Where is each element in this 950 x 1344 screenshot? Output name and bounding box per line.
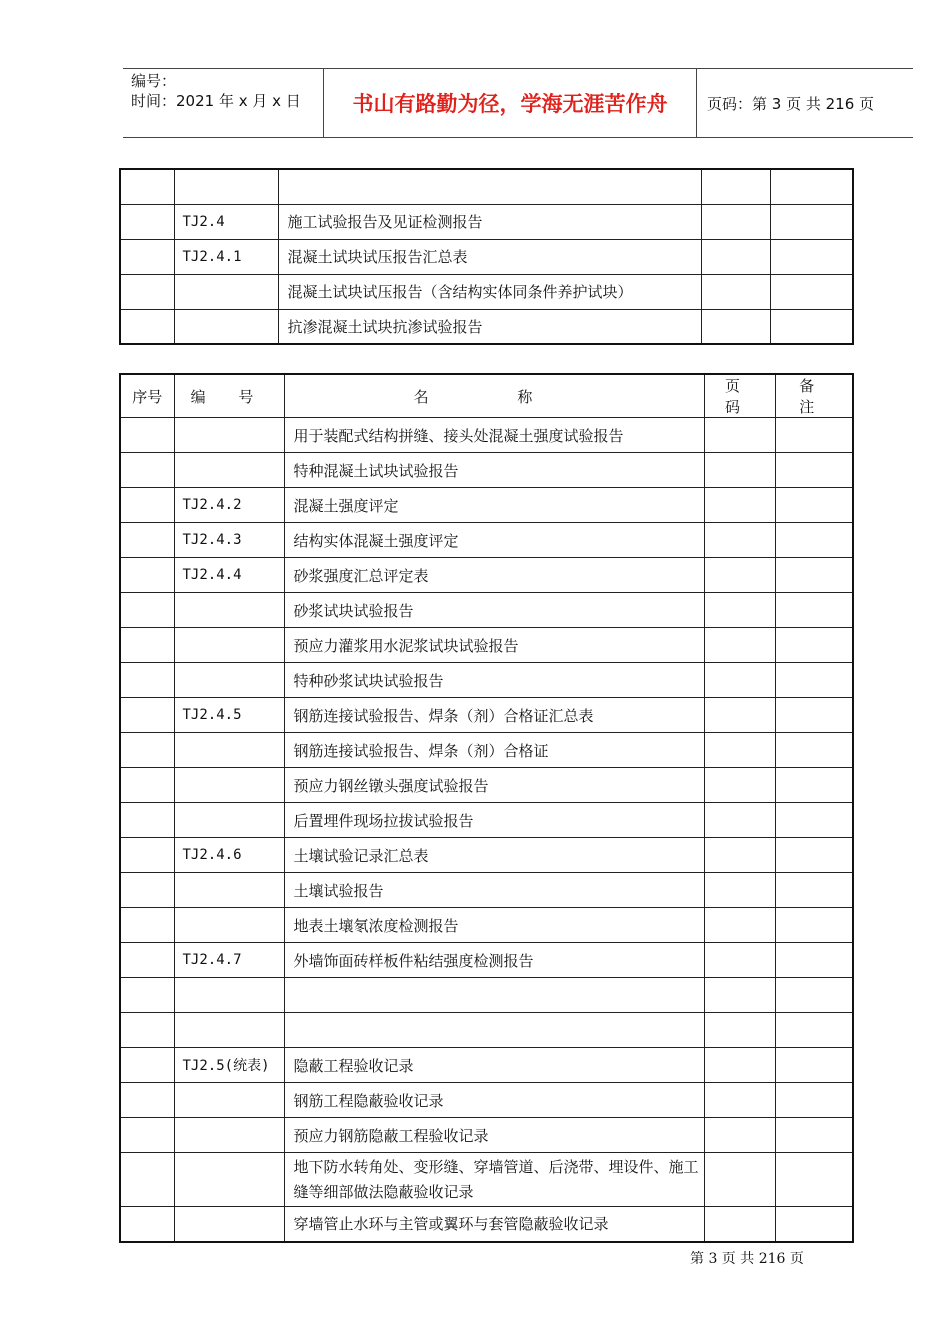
seq-cell xyxy=(120,418,174,453)
name-cell xyxy=(278,169,701,204)
seq-cell xyxy=(120,733,174,768)
table-row xyxy=(120,593,853,628)
seq-cell xyxy=(120,1207,174,1242)
page-cell xyxy=(701,274,770,309)
page-cell xyxy=(704,803,775,838)
code-cell: TJ2.4.4 xyxy=(174,558,284,593)
page-cell xyxy=(704,1207,775,1242)
page-cell xyxy=(704,698,775,733)
note-cell xyxy=(775,523,853,558)
table-row xyxy=(120,488,853,523)
note-cell xyxy=(770,309,853,344)
code-cell: TJ2.4.5 xyxy=(174,698,284,733)
name-cell: 特种砂浆试块试验报告 xyxy=(284,663,704,698)
table-row xyxy=(120,418,853,453)
code-cell xyxy=(174,169,278,204)
note-cell xyxy=(775,803,853,838)
note-cell xyxy=(775,1048,853,1083)
code-cell xyxy=(174,1013,284,1048)
code-cell xyxy=(174,418,284,453)
code-cell xyxy=(174,803,284,838)
page-cell xyxy=(704,1153,775,1207)
seq-cell xyxy=(120,768,174,803)
note-cell xyxy=(775,628,853,663)
name-cell: 砂浆试块试验报告 xyxy=(284,593,704,628)
name-cell: 混凝土试块试压报告（含结构实体同条件养护试块） xyxy=(278,274,701,309)
table-row xyxy=(120,663,853,698)
page-cell xyxy=(704,733,775,768)
page-cell xyxy=(704,838,775,873)
seq-cell xyxy=(120,488,174,523)
code-cell xyxy=(174,628,284,663)
code-cell xyxy=(174,873,284,908)
note-cell xyxy=(775,1153,853,1207)
header-page-info: 页码：第 3 页 共 216 页 xyxy=(707,94,875,113)
seq-cell xyxy=(120,169,174,204)
header-code: 编 号 xyxy=(174,374,284,418)
note-cell xyxy=(775,453,853,488)
table-row xyxy=(120,204,853,239)
page-footer: 第 3 页 共 216 页 xyxy=(690,1251,804,1267)
seq-cell xyxy=(120,1153,174,1207)
code-cell: TJ2.4.3 xyxy=(174,523,284,558)
note-cell xyxy=(775,873,853,908)
table-row xyxy=(120,873,853,908)
table-row xyxy=(120,309,853,344)
seq-cell xyxy=(120,1013,174,1048)
table-row xyxy=(120,239,853,274)
header-number-label: 编号： xyxy=(131,72,177,90)
table-row xyxy=(120,908,853,943)
note-cell xyxy=(770,169,853,204)
page-cell xyxy=(704,873,775,908)
seq-cell xyxy=(120,698,174,733)
page-cell xyxy=(704,1048,775,1083)
page-cell xyxy=(704,768,775,803)
header-name: 名 称 xyxy=(284,374,704,418)
code-cell xyxy=(174,274,278,309)
note-cell xyxy=(775,908,853,943)
note-cell xyxy=(775,1207,853,1242)
table-row xyxy=(120,274,853,309)
note-cell xyxy=(775,663,853,698)
name-cell: 施工试验报告及见证检测报告 xyxy=(278,204,701,239)
table-row xyxy=(120,1083,853,1118)
name-cell: 钢筋连接试验报告、焊条（剂）合格证 xyxy=(284,733,704,768)
code-cell xyxy=(174,978,284,1013)
page-cell xyxy=(701,239,770,274)
note-cell xyxy=(770,274,853,309)
name-cell: 预应力钢丝镦头强度试验报告 xyxy=(284,768,704,803)
name-cell: 后置埋件现场拉拔试验报告 xyxy=(284,803,704,838)
table-row xyxy=(120,803,853,838)
name-cell: 结构实体混凝土强度评定 xyxy=(284,523,704,558)
page-cell xyxy=(704,593,775,628)
table-row xyxy=(120,628,853,663)
seq-cell xyxy=(120,558,174,593)
name-cell xyxy=(284,978,704,1013)
table-row xyxy=(120,453,853,488)
seq-cell xyxy=(120,978,174,1013)
table-row xyxy=(120,523,853,558)
name-cell: 地表土壤氡浓度检测报告 xyxy=(284,908,704,943)
name-cell: 砂浆强度汇总评定表 xyxy=(284,558,704,593)
code-cell xyxy=(174,593,284,628)
header-divider xyxy=(696,69,697,137)
name-cell: 穿墙管止水环与主管或翼环与套管隐蔽验收记录 xyxy=(284,1207,704,1242)
code-cell: TJ2.4.1 xyxy=(174,239,278,274)
name-cell: 钢筋工程隐蔽验收记录 xyxy=(284,1083,704,1118)
seq-cell xyxy=(120,309,174,344)
seq-cell xyxy=(120,1118,174,1153)
page-header xyxy=(123,68,913,138)
seq-cell xyxy=(120,239,174,274)
name-cell: 混凝土强度评定 xyxy=(284,488,704,523)
code-cell: TJ2.5(统表) xyxy=(174,1048,284,1083)
note-cell xyxy=(775,978,853,1013)
header-meta xyxy=(131,71,321,111)
page-cell xyxy=(704,1083,775,1118)
name-cell: 土壤试验报告 xyxy=(284,873,704,908)
page-cell xyxy=(704,628,775,663)
name-cell: 预应力灌浆用水泥浆试块试验报告 xyxy=(284,628,704,663)
note-cell xyxy=(775,943,853,978)
table-row xyxy=(120,698,853,733)
seq-cell xyxy=(120,274,174,309)
page-cell xyxy=(704,943,775,978)
table-row xyxy=(120,838,853,873)
code-cell xyxy=(174,1153,284,1207)
name-cell: 地下防水转角处、变形缝、穿墙管道、后浇带、埋设件、施工缝等细部做法隐蔽验收记录 xyxy=(284,1153,704,1207)
table-row xyxy=(120,1153,853,1207)
page-cell xyxy=(704,663,775,698)
page-cell xyxy=(704,1013,775,1048)
note-cell xyxy=(775,698,853,733)
table-row xyxy=(120,1207,853,1242)
code-cell: TJ2.4 xyxy=(174,204,278,239)
note-cell xyxy=(770,239,853,274)
name-cell: 预应力钢筋隐蔽工程验收记录 xyxy=(284,1118,704,1153)
code-cell xyxy=(174,768,284,803)
name-cell xyxy=(284,1013,704,1048)
code-cell xyxy=(174,663,284,698)
code-cell xyxy=(174,1118,284,1153)
page-cell xyxy=(704,453,775,488)
seq-cell xyxy=(120,838,174,873)
table-row xyxy=(120,558,853,593)
header-time-label: 时间：2021 年 x 月 x 日 xyxy=(131,92,301,110)
name-cell: 土壤试验记录汇总表 xyxy=(284,838,704,873)
page-cell xyxy=(701,169,770,204)
name-cell: 用于装配式结构拼缝、接头处混凝土强度试验报告 xyxy=(284,418,704,453)
page-cell xyxy=(701,204,770,239)
code-cell: TJ2.4.7 xyxy=(174,943,284,978)
table-header-row xyxy=(120,374,853,418)
note-cell xyxy=(775,1083,853,1118)
index-table-continued xyxy=(119,168,854,345)
name-cell: 外墙饰面砖样板件粘结强度检测报告 xyxy=(284,943,704,978)
seq-cell xyxy=(120,663,174,698)
seq-cell xyxy=(120,873,174,908)
seq-cell xyxy=(120,628,174,663)
table-row xyxy=(120,1048,853,1083)
note-cell xyxy=(775,488,853,523)
table-row xyxy=(120,768,853,803)
seq-cell xyxy=(120,803,174,838)
page-cell xyxy=(704,488,775,523)
page-cell xyxy=(704,1118,775,1153)
note-cell xyxy=(775,838,853,873)
seq-cell xyxy=(120,1083,174,1118)
table-row xyxy=(120,1118,853,1153)
name-cell: 钢筋连接试验报告、焊条（剂）合格证汇总表 xyxy=(284,698,704,733)
header-page: 页 码 xyxy=(704,374,775,418)
page-cell xyxy=(704,908,775,943)
page-cell xyxy=(704,558,775,593)
name-cell: 隐蔽工程验收记录 xyxy=(284,1048,704,1083)
seq-cell xyxy=(120,523,174,558)
code-cell xyxy=(174,309,278,344)
note-cell xyxy=(775,1013,853,1048)
code-cell: TJ2.4.2 xyxy=(174,488,284,523)
table-row xyxy=(120,978,853,1013)
note-cell xyxy=(775,1118,853,1153)
header-motto: 书山有路勤为径，学海无涯苦作舟 xyxy=(352,92,668,116)
name-cell: 特种混凝土试块试验报告 xyxy=(284,453,704,488)
page-cell xyxy=(704,418,775,453)
code-cell xyxy=(174,1207,284,1242)
page-cell xyxy=(704,978,775,1013)
code-cell xyxy=(174,453,284,488)
seq-cell xyxy=(120,453,174,488)
note-cell xyxy=(770,204,853,239)
seq-cell xyxy=(120,593,174,628)
name-cell: 混凝土试块试压报告汇总表 xyxy=(278,239,701,274)
code-cell: TJ2.4.6 xyxy=(174,838,284,873)
header-note: 备 注 xyxy=(775,374,853,418)
table-row xyxy=(120,733,853,768)
note-cell xyxy=(775,733,853,768)
code-cell xyxy=(174,908,284,943)
seq-cell xyxy=(120,1048,174,1083)
code-cell xyxy=(174,733,284,768)
page-cell xyxy=(704,523,775,558)
index-table xyxy=(119,373,854,1243)
seq-cell xyxy=(120,943,174,978)
name-cell: 抗渗混凝土试块抗渗试验报告 xyxy=(278,309,701,344)
table-row xyxy=(120,943,853,978)
note-cell xyxy=(775,558,853,593)
note-cell xyxy=(775,593,853,628)
page-cell xyxy=(701,309,770,344)
table-row xyxy=(120,1013,853,1048)
seq-cell xyxy=(120,908,174,943)
code-cell xyxy=(174,1083,284,1118)
header-seq: 序号 xyxy=(120,374,174,418)
seq-cell xyxy=(120,204,174,239)
table-row xyxy=(120,169,853,204)
note-cell xyxy=(775,418,853,453)
note-cell xyxy=(775,768,853,803)
